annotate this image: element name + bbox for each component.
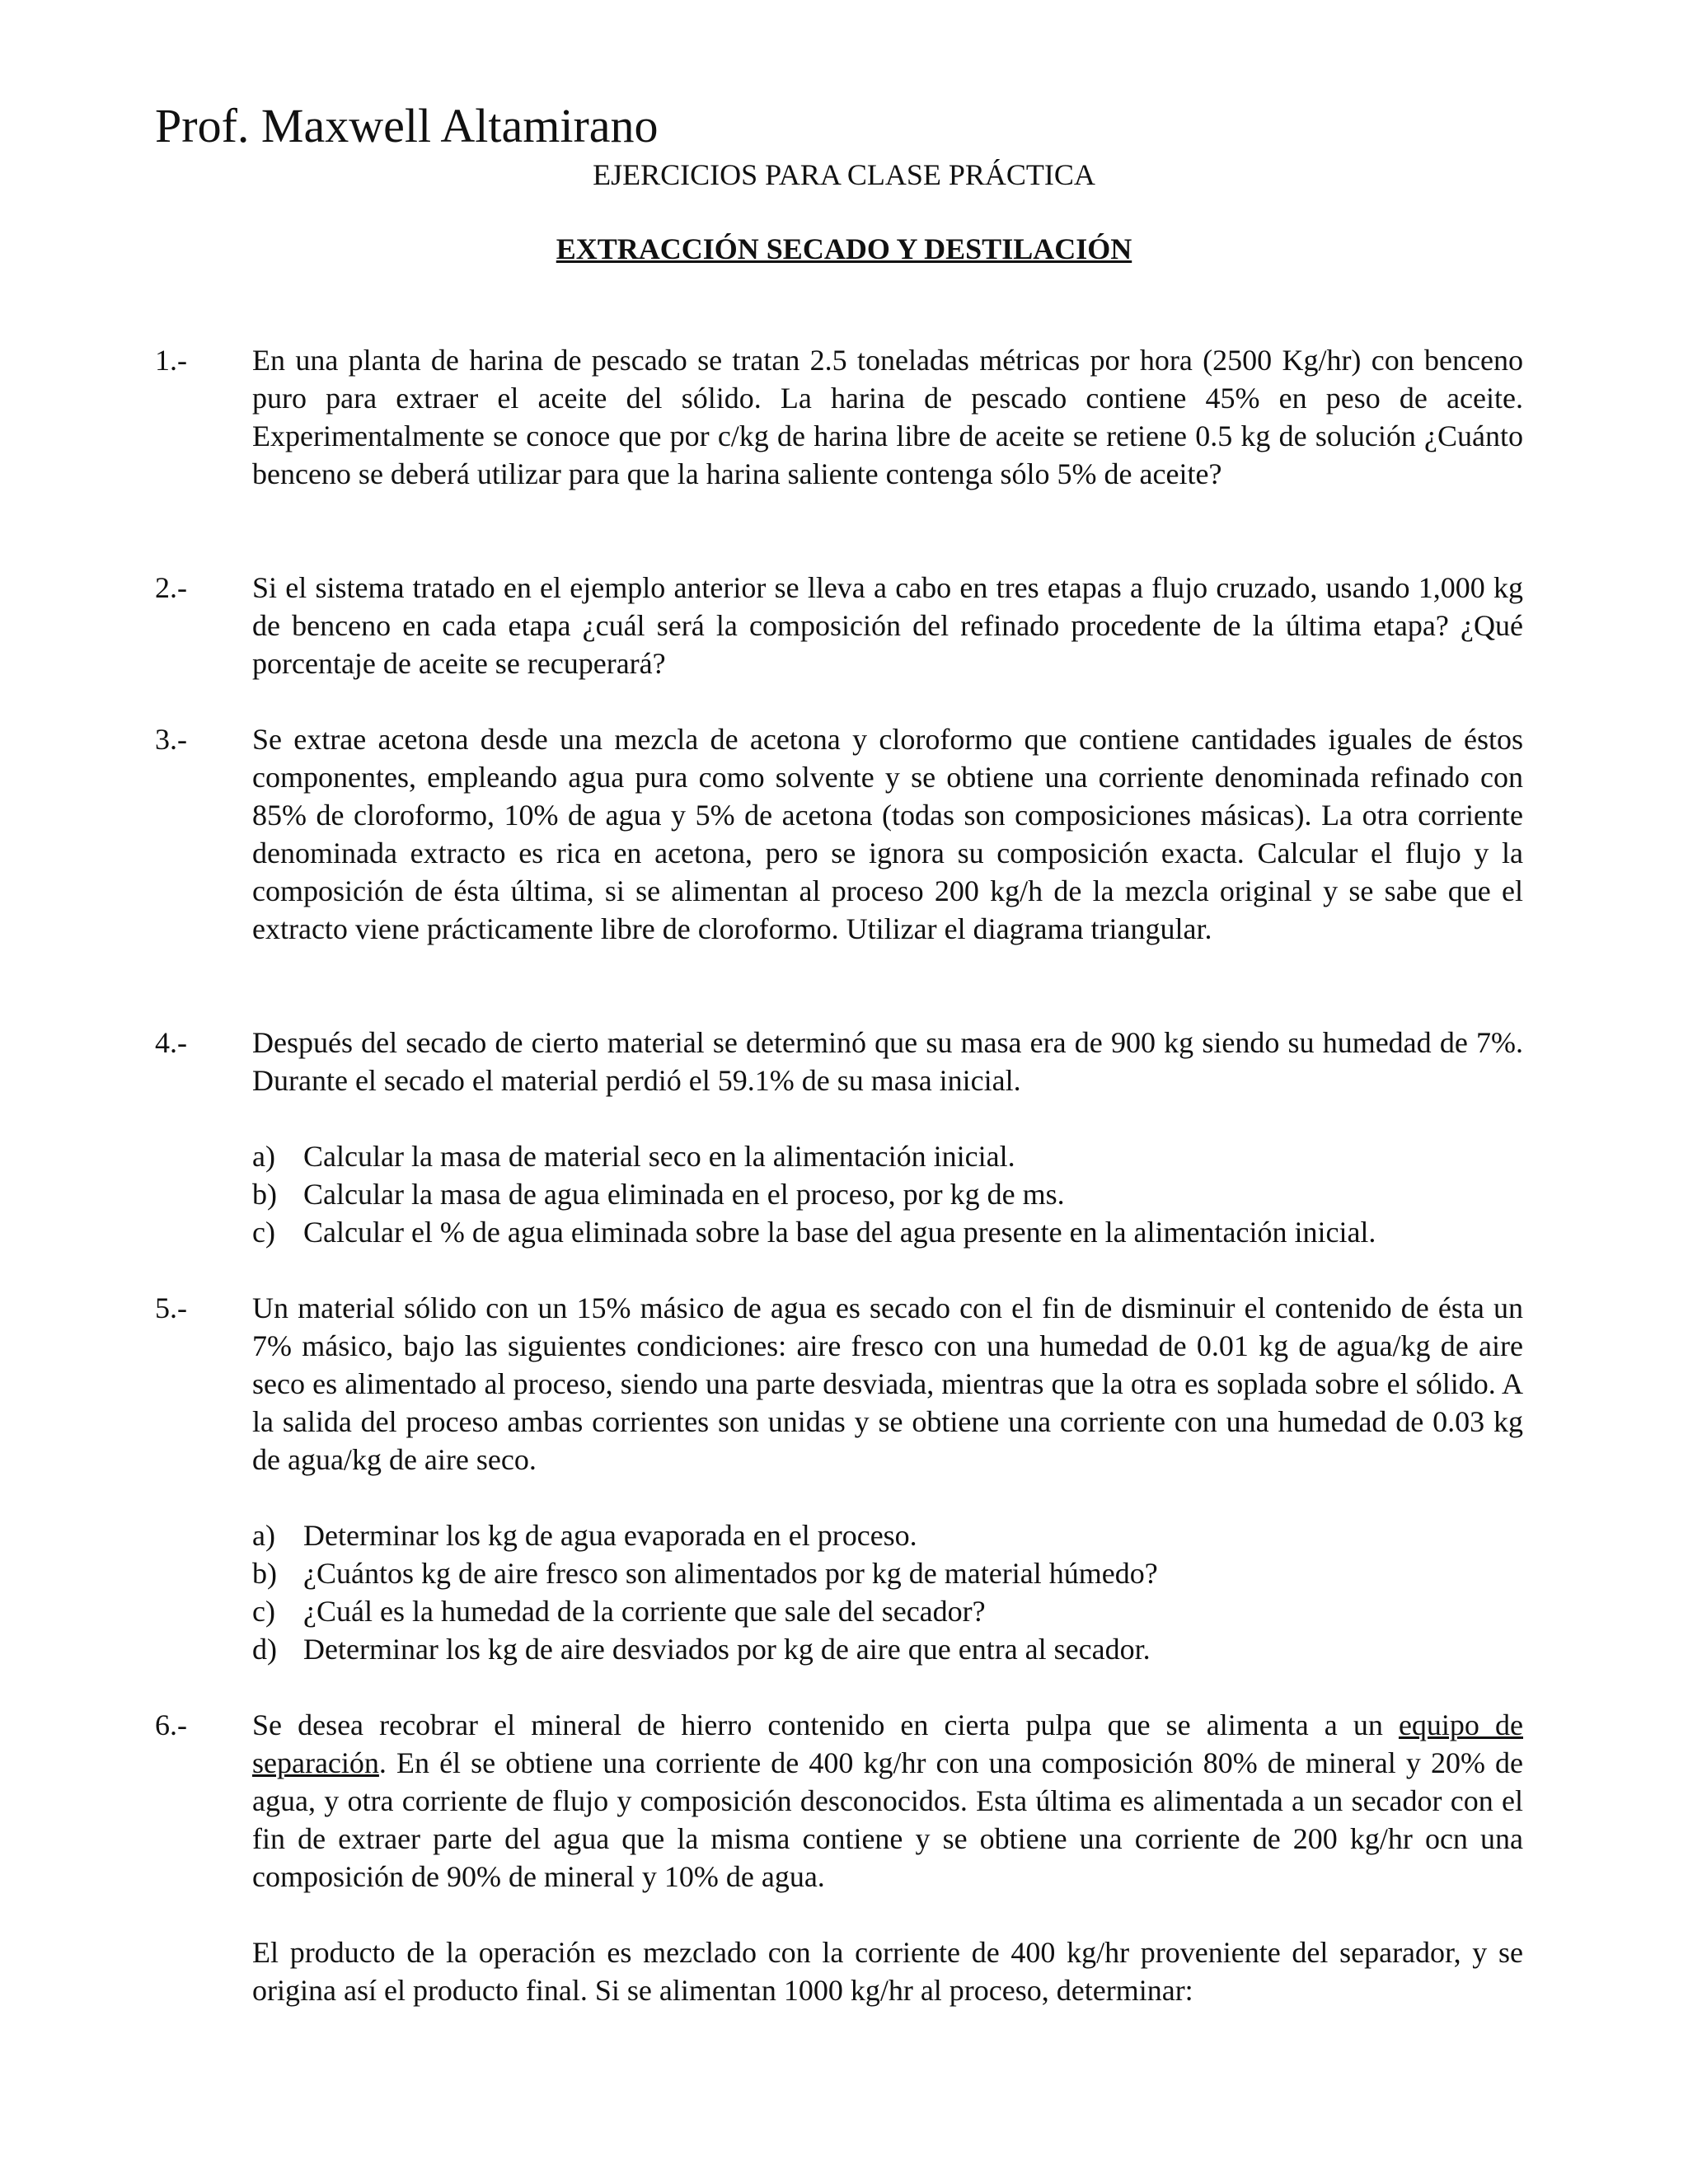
exercise-number: 5.- xyxy=(155,1291,187,1324)
exercise-text: Un material sólido con un 15% másico de agua es secado con el fin de disminuir el contenido de ésta un 7% másico, bajo las siguientes condiciones: aire fresco con una humedad de 0.01 kg de agua/kg de aire seco es alimentado al proceso, siendo una parte desviada, mientras que la otra es soplada sobre el sólido. A la salida del proceso ambas corrientes son unidas y se obtiene una corriente con una humedad de 0.03 kg de agua/kg de aire seco. xyxy=(252,1291,1523,1476)
exercise-text xyxy=(252,1706,1523,1896)
sub-question-list xyxy=(252,1137,1523,1251)
item-text: Calcular la masa de material seco en la alimentación inicial. xyxy=(303,1140,1015,1173)
exercise-text: Si el sistema tratado en el ejemplo anterior se lleva a cabo en tres etapas a flujo cruzado, usando 1,000 kg de benceno en cada etapa ¿cuál será la composición del refinado procedente de la última etapa? ¿Qué porcentaje de aceite se recuperará? xyxy=(252,571,1523,680)
item-text: ¿Cuál es la humedad de la corriente que sale del secador? xyxy=(303,1595,986,1628)
exercise-text: Se extrae acetona desde una mezcla de acetona y cloroformo que contiene cantidades iguales de éstos componentes, empleando agua pura como solvente y se obtiene una corriente denominada refinado con 85% de cloroformo, 10% de agua y 5% de acetona (todas son composiciones másicas). La otra corriente denominada extracto es rica en acetona, pero se ignora su composición exacta. Calcular el flujo y la composición de ésta última, si se alimentan al proceso 200 kg/h de la mezcla original y se sabe que el extracto viene prácticamente libre de cloroformo. Utilizar el diagrama triangular. xyxy=(252,723,1523,945)
author-name: Prof. Maxwell Altamirano xyxy=(155,99,659,152)
list-item xyxy=(252,1516,1523,1554)
item-text: Determinar los kg de agua evaporada en el proceso. xyxy=(303,1519,917,1552)
item-text: Calcular el % de agua eliminada sobre la base del agua presente en la alimentación inicial. xyxy=(303,1216,1376,1249)
exercise-text: Después del secado de cierto material se determinó que su masa era de 900 kg siendo su humedad de 7%. Durante el secado el material perdió el 59.1% de su masa inicial. xyxy=(252,1026,1523,1097)
item-letter: b) xyxy=(252,1178,277,1211)
exercise-body xyxy=(252,720,1523,948)
list-item xyxy=(252,1630,1523,1668)
item-letter: b) xyxy=(252,1557,277,1590)
item-letter: a) xyxy=(252,1519,275,1552)
item-letter: a) xyxy=(252,1140,275,1173)
exercise-body xyxy=(252,1024,1523,1251)
list-item xyxy=(252,1213,1523,1251)
exercise-number: 2.- xyxy=(155,571,187,604)
document-title: EXTRACCIÓN SECADO Y DESTILACIÓN xyxy=(556,232,1132,265)
document-subtitle: EJERCICIOS PARA CLASE PRÁCTICA xyxy=(593,158,1095,191)
exercise-number: 3.- xyxy=(155,723,187,756)
sub-question-list xyxy=(252,1516,1523,1668)
item-text: Determinar los kg de aire desviados por kg de aire que entra al secador. xyxy=(303,1633,1151,1666)
list-item xyxy=(252,1175,1523,1213)
text-after: . En él se obtiene una corriente de 400 kg/hr con una composición 80% de mineral y 20% de agua, y otra corriente de flujo y composición desconocidos. Esta última es alimentada a un secador con el fin de extraer parte del agua que la misma contiene y se obtiene una corriente de 200 kg/hr ocn una composición de 90% de mineral y 10% de agua. xyxy=(252,1746,1523,1893)
exercise-number: 1.- xyxy=(155,344,187,377)
exercise-body xyxy=(252,569,1523,682)
underlined-term: equipo de separación xyxy=(252,1708,1523,1779)
text-before: Se desea recobrar el mineral de hierro contenido en cierta pulpa que se alimenta a un xyxy=(252,1708,1399,1741)
exercise-paragraph-2: El producto de la operación es mezclado con la corriente de 400 kg/hr proveniente del separador, y se origina así el producto final. Si se alimentan 1000 kg/hr al proceso, determinar: xyxy=(252,1936,1523,2007)
item-text: ¿Cuántos kg de aire fresco son alimentados por kg de material húmedo? xyxy=(303,1557,1158,1590)
exercise-body xyxy=(252,1289,1523,1668)
list-item xyxy=(252,1554,1523,1592)
exercise-body xyxy=(252,1706,1523,2009)
exercise-number: 6.- xyxy=(155,1708,187,1741)
exercise-body xyxy=(252,341,1523,493)
item-letter: c) xyxy=(252,1595,275,1628)
item-text: Calcular la masa de agua eliminada en el proceso, por kg de ms. xyxy=(303,1178,1065,1211)
list-item xyxy=(252,1592,1523,1630)
item-letter: c) xyxy=(252,1216,275,1249)
exercise-number: 4.- xyxy=(155,1026,187,1059)
exercise-text: En una planta de harina de pescado se tratan 2.5 toneladas métricas por hora (2500 Kg/hr) con benceno puro para extraer el aceite del sólido. La harina de pescado contiene 45% en peso de aceite. Experimentalmente se conoce que por c/kg de harina libre de aceite se retiene 0.5 kg de solución ¿Cuánto benceno se deberá utilizar para que la harina saliente contenga sólo 5% de aceite? xyxy=(252,344,1523,490)
item-letter: d) xyxy=(252,1633,277,1666)
list-item xyxy=(252,1137,1523,1175)
